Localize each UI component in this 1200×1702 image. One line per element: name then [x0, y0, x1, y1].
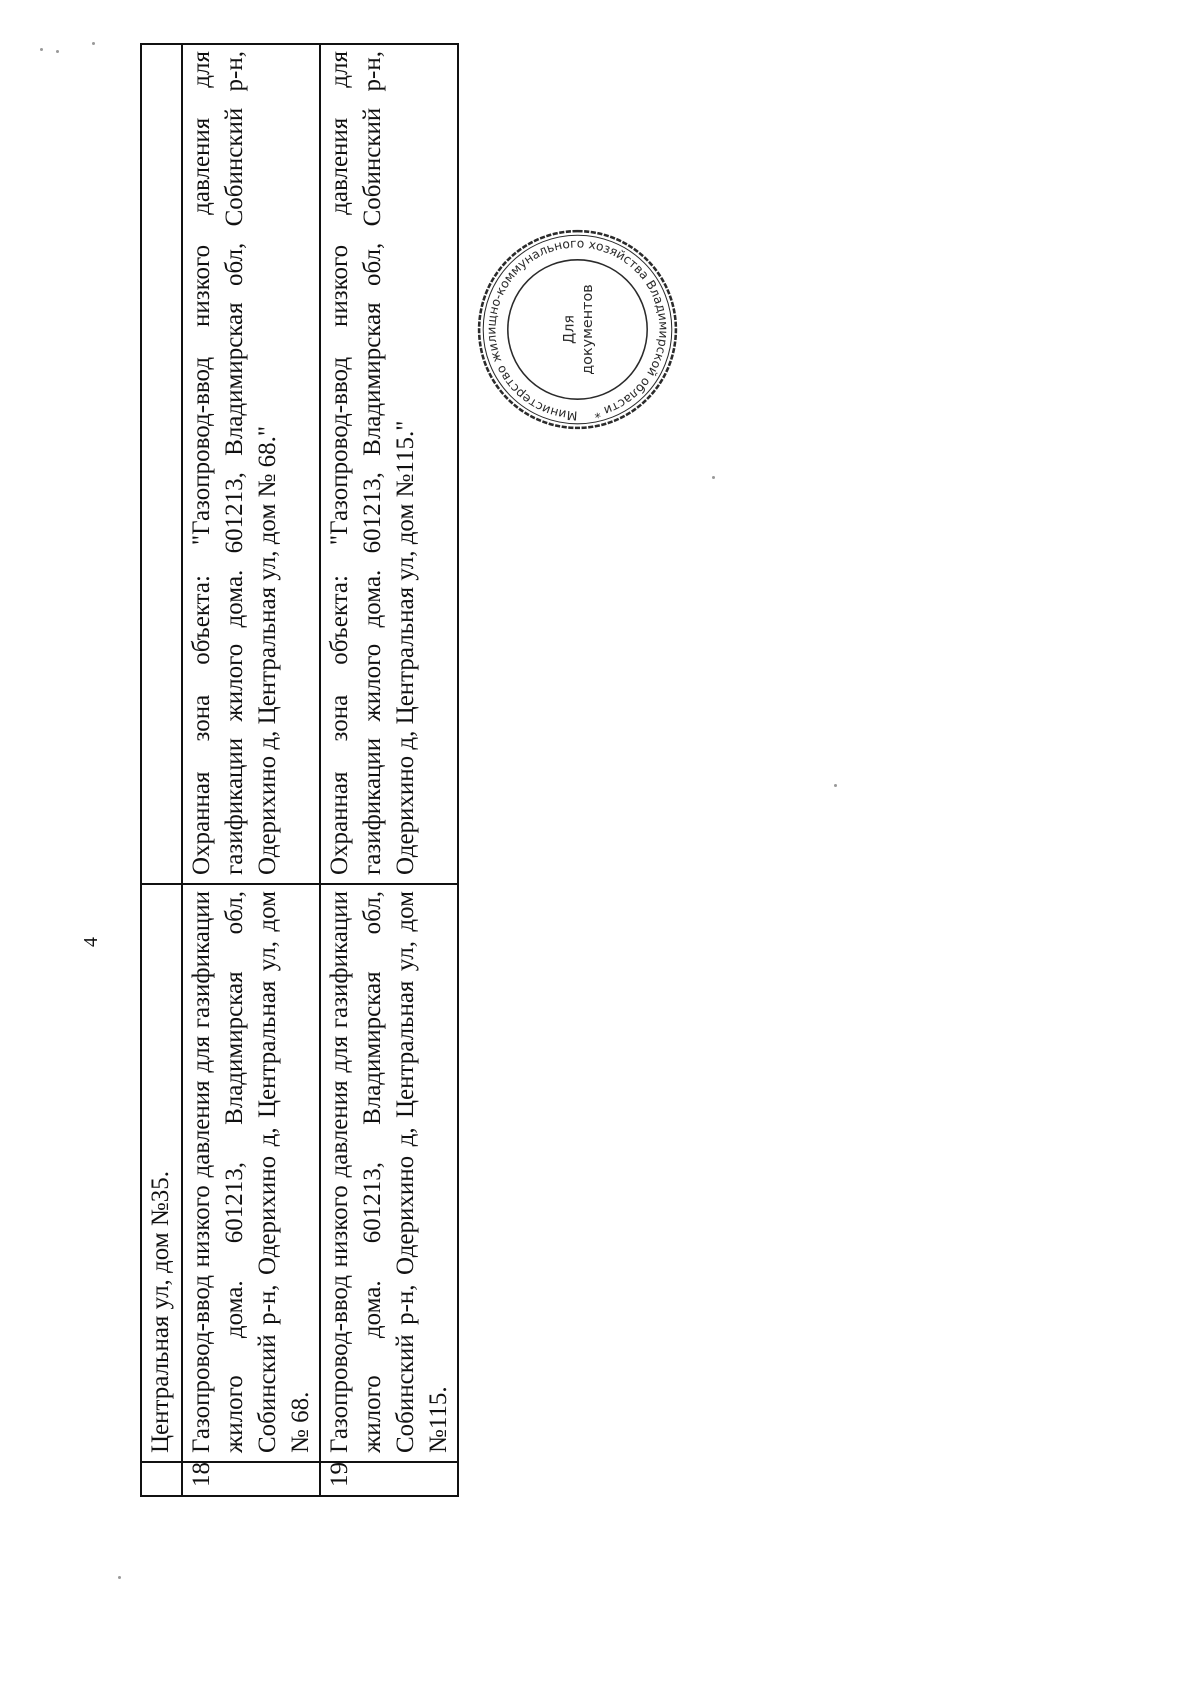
page-number: 4: [80, 937, 102, 947]
scan-speck: [40, 48, 43, 51]
object-name-cell: Газопровод-ввод низкого давления для газификации жилого дома. 601213, Владимирская обл, Собинский р-н, Одерихино д, Центральная ул, дом № 68.: [182, 884, 320, 1462]
official-stamp: [475, 227, 680, 432]
object-name-cell: Газопровод-ввод низкого давления для газификации жилого дома. 601213, Владимирская обл, Собинский р-н, Одерихино д, Центральная ул, дом №115.: [320, 884, 458, 1462]
zone-description-cell: Охранная зона объекта: "Газопровод-ввод низкого давления для газификации жилого дома. 601213, Владимирская обл, Собинский р-н, Одерихино д, Центральная ул, дом № 68.": [182, 44, 320, 884]
row-number: 18: [182, 1462, 320, 1496]
row-number: [141, 1462, 182, 1496]
stamp-outer-ring: [479, 231, 676, 428]
table-row: [320, 44, 458, 1496]
stamp-outer-ring-inner: [483, 235, 672, 424]
zone-description-cell: Охранная зона объекта: "Газопровод-ввод низкого давления для газификации жилого дома. 601213, Владимирская обл, Собинский р-н, Одерихино д, Центральная ул, дом №115.": [320, 44, 458, 884]
table-row: [141, 44, 182, 1496]
row-number: 19: [320, 1462, 458, 1496]
scan-speck: [56, 50, 59, 53]
scan-speck: [118, 1576, 121, 1579]
stamp-inner-ring: [508, 260, 647, 399]
table-row: [182, 44, 320, 1496]
scan-speck: [712, 476, 715, 479]
stamp-center-line-1: Для: [561, 314, 578, 345]
stamp-center-line-2: документов: [579, 284, 596, 375]
scan-speck: [92, 42, 95, 45]
zone-description-cell: [141, 44, 182, 884]
scan-speck: [834, 784, 837, 787]
object-name-cell: Центральная ул, дом №35.: [141, 884, 182, 1462]
stamp-ring-text: Министерство жилищно-коммунального хозяйства Владимирской области *: [484, 236, 671, 423]
registry-table: [140, 43, 459, 1497]
